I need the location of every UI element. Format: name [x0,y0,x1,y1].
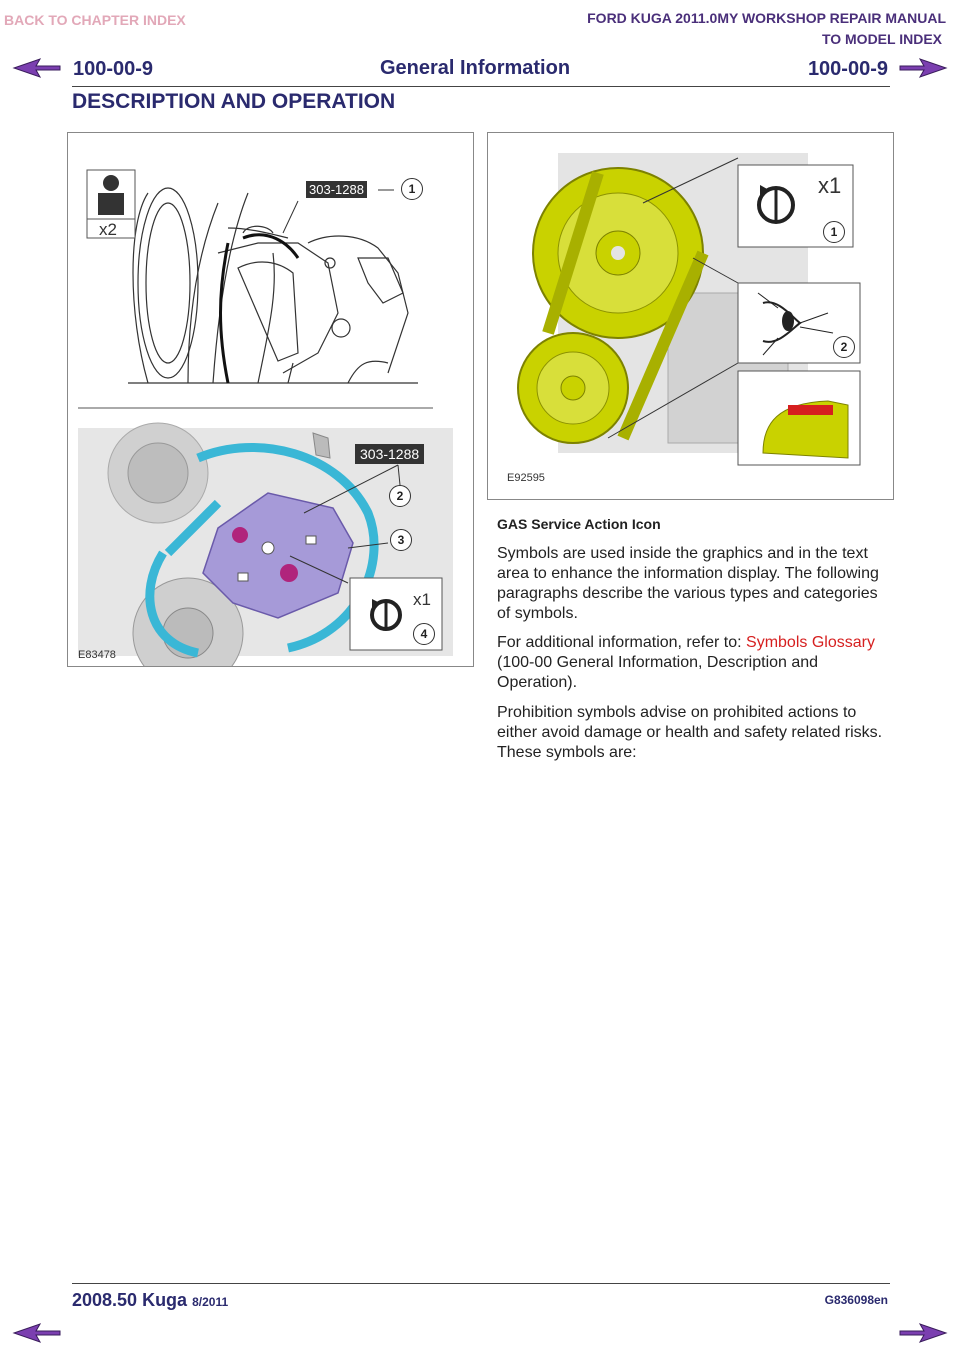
footer-date: 8/2011 [192,1295,229,1309]
figure-e92595 [487,132,894,500]
paragraph-2 [497,633,887,693]
paragraph-2-suffix: (100-00 General Information, Description and Operation). [497,654,819,691]
engine-belt-line-drawing [68,133,473,666]
paragraph-3: Prohibition symbols advise on prohibited actions to either avoid damage or health and safety related risks. These symbols are: [497,704,883,761]
previous-page-arrow-icon[interactable] [12,57,62,79]
rotation-count: x1 [818,173,842,198]
special-tool-label-top: 303-1288 [306,181,367,198]
manual-title: FORD KUGA 2011.0MY WORKSHOP REPAIR MANUAL [587,10,946,26]
to-model-index-link[interactable]: TO MODEL INDEX [821,31,942,47]
figure-code: E92595 [507,472,545,484]
page-number-right: 100-00-9 [807,58,888,80]
paragraph-1: Symbols are used inside the graphics and in the text area to enhance the information display. The following paragraphs describe the various types and categories of symbols. [497,545,879,622]
back-to-chapter-index-link[interactable]: BACK TO CHAPTER INDEX [4,12,186,28]
callout-1: 1 [401,178,423,200]
footer-model-name: 2008.50 Kuga [72,1290,188,1310]
footer-rule [72,1283,890,1284]
footer-model [72,1290,228,1311]
people-count: x2 [99,220,117,239]
callout-3: 3 [390,529,412,551]
next-page-arrow-icon[interactable] [898,57,948,79]
page-number-left: 100-00-9 [73,58,154,80]
figure-e83478 [67,132,474,667]
footer-code: G836098en [824,1293,888,1307]
figure-code: E83478 [78,649,116,661]
header-rule [72,86,890,87]
callout-2: 2 [389,485,411,507]
symbols-glossary-link[interactable]: Symbols Glossary [746,634,875,651]
section-heading: GAS Service Action Icon [497,516,661,532]
previous-page-arrow-icon[interactable] [12,1322,62,1344]
callout-2: 2 [833,336,855,358]
section-title: General Information [380,57,571,79]
paragraph-2-prefix: For additional information, refer to: [497,634,747,651]
callout-1: 1 [823,221,845,243]
next-page-arrow-icon[interactable] [898,1322,948,1344]
callout-4: 4 [413,623,435,645]
page-subtitle: DESCRIPTION AND OPERATION [72,90,396,113]
special-tool-label-bottom: 303-1288 [355,444,424,464]
rotation-count: x1 [413,590,431,609]
